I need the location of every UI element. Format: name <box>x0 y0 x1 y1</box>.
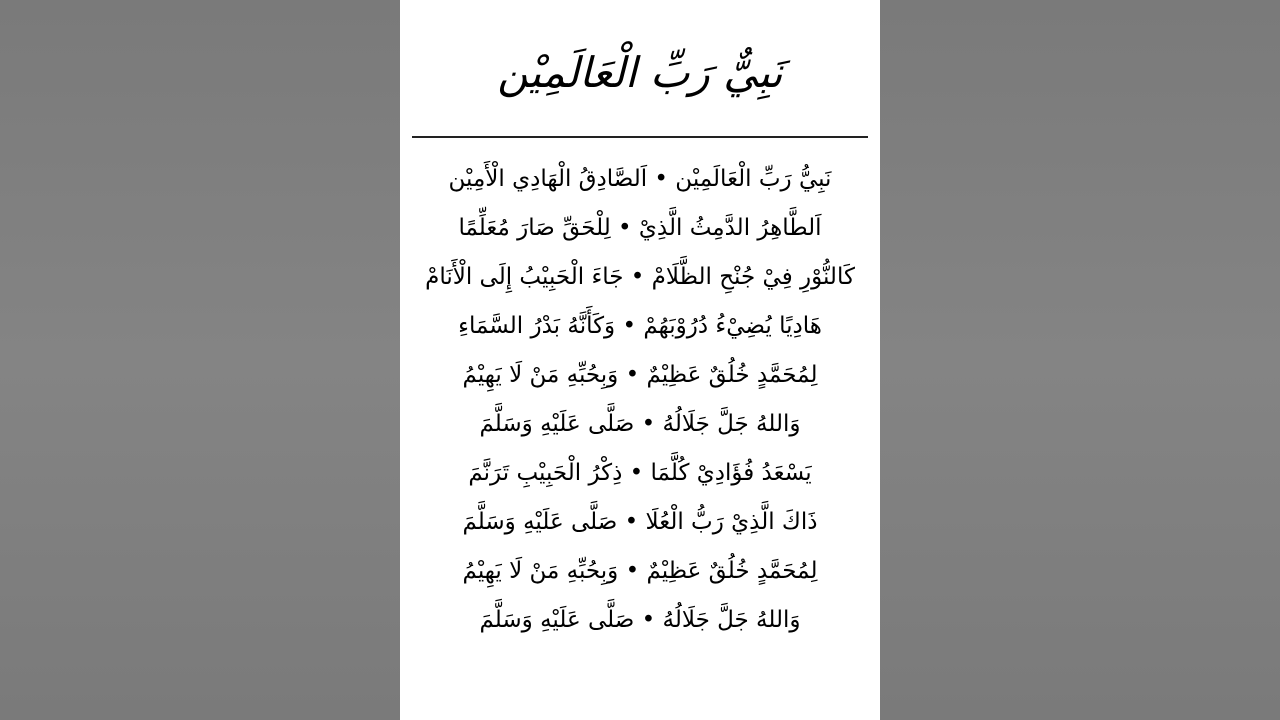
lyric-line: هَادِيًا يُضِيْءُ دُرُوْبَهُمْ • وَكَأَنَّهُ بَدْرُ السَّمَاءِ <box>458 313 822 339</box>
lyrics-panel <box>400 0 880 720</box>
lyric-line: لِمُحَمَّدٍ خُلُقٌ عَظِيْمٌ • وَبِحُبِّهِ مَنْ لَا يَهِيْمُ <box>462 558 818 584</box>
right-background <box>880 0 1280 720</box>
lyric-line: وَاللهُ جَلَّ جَلَالُهُ • صَلَّى عَلَيْهِ وَسَلَّمَ <box>479 411 801 437</box>
lyric-line: كَالنُّوْرِ فِيْ جُنْحِ الظَّلَامْ • جَاءَ الْحَبِيْبُ إِلَى الْأَنَامْ <box>425 264 855 290</box>
lyric-line: اَلطَّاهِرُ الدَّمِثُ الَّذِيْ • لِلْحَقِّ صَارَ مُعَلِّمًا <box>458 215 822 241</box>
lyric-line: يَسْعَدُ فُؤَادِيْ كُلَّمَا • ذِكْرُ الْحَبِيْبِ تَرَنَّمَ <box>468 460 812 486</box>
title-divider <box>412 136 868 138</box>
lyric-line: لِمُحَمَّدٍ خُلُقٌ عَظِيْمٌ • وَبِحُبِّهِ مَنْ لَا يَهِيْمُ <box>462 362 818 388</box>
page-title: نَبِيٌّ رَبِّ الْعَالَمِيْن <box>497 48 783 97</box>
lyric-line: وَاللهُ جَلَّ جَلَالُهُ • صَلَّى عَلَيْهِ وَسَلَّمَ <box>479 607 801 633</box>
lyric-line: ذَاكَ الَّذِيْ رَبُّ الْعُلَا • صَلَّى عَلَيْهِ وَسَلَّمَ <box>462 509 818 535</box>
lyric-line: نَبِيُّ رَبِّ الْعَالَمِيْن • اَلصَّادِقُ الْهَادِي الْأَمِيْن <box>448 166 832 192</box>
left-background <box>0 0 400 720</box>
